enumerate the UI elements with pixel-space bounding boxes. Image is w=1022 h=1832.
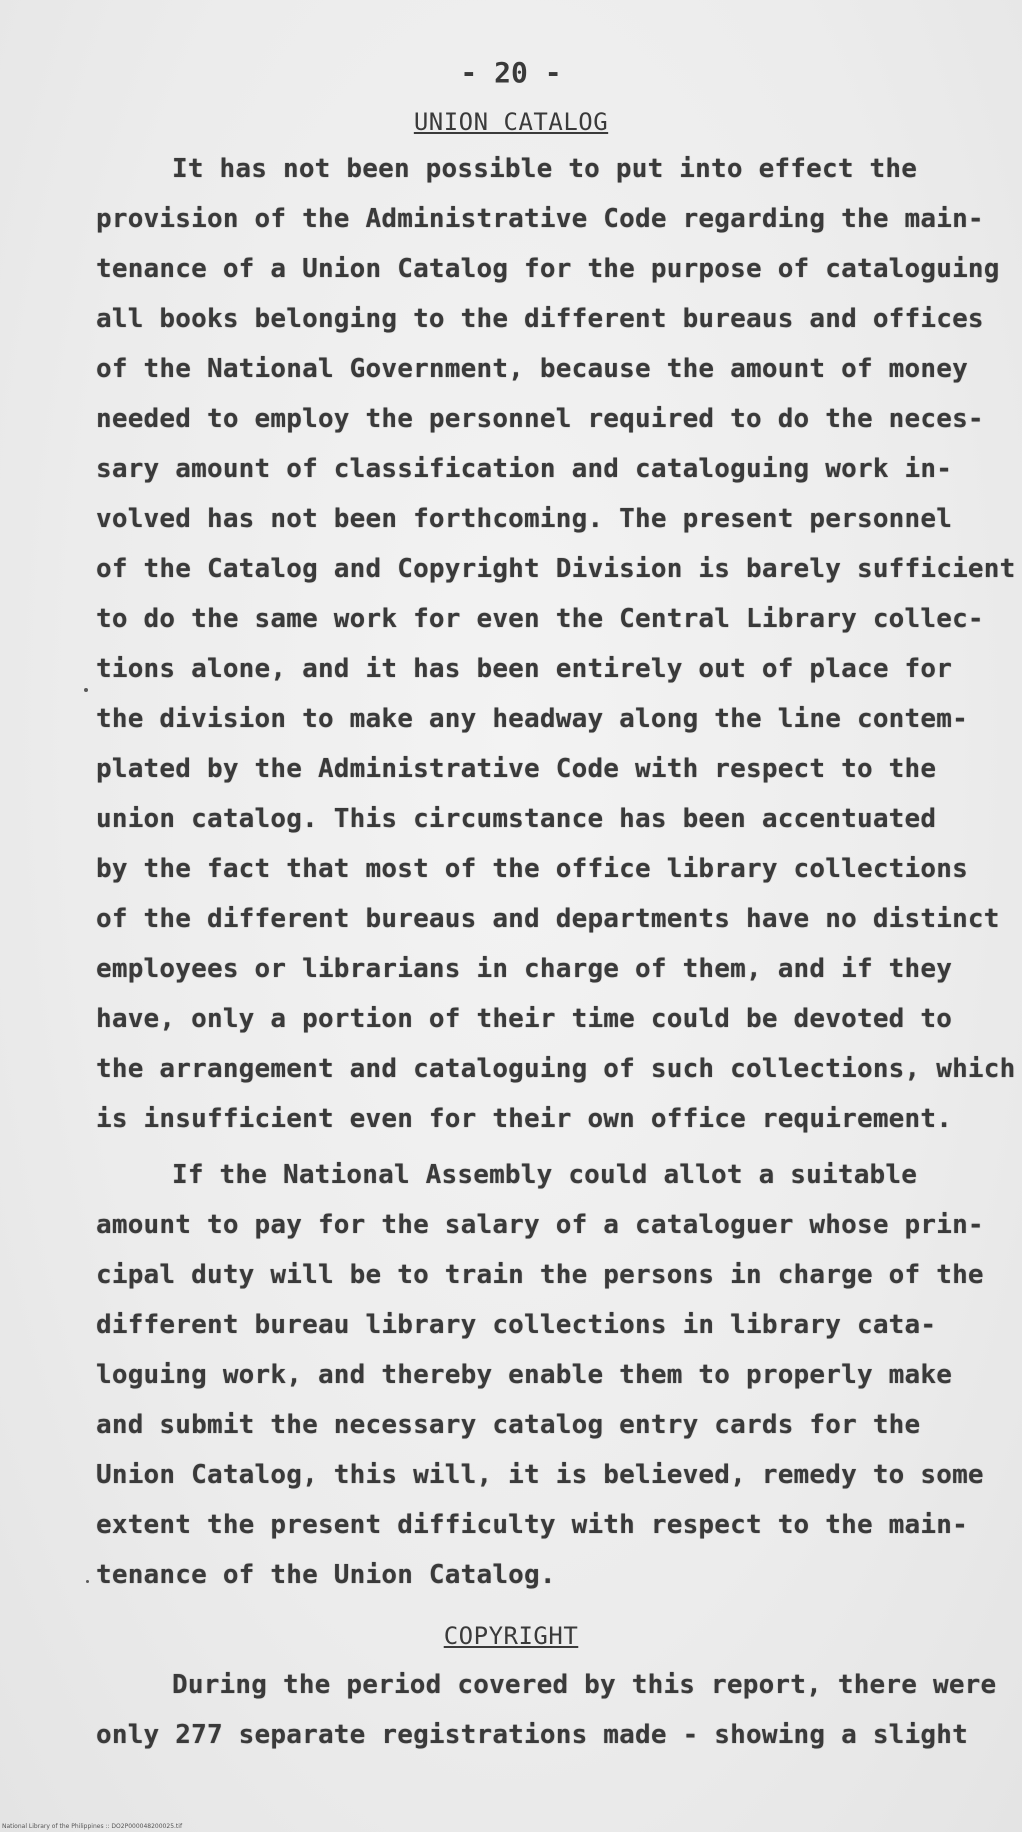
text-line: of the different bureaus and departments have no distinct (96, 904, 1000, 934)
text-line: of the National Government, because the amount of money (96, 354, 968, 384)
text-line: extent the present difficulty with respect to the main- (96, 1510, 968, 1540)
text-line: all books belonging to the different bureaus and offices (96, 304, 984, 334)
text-line: the division to make any headway along the line contem- (96, 704, 968, 734)
text-line: If the National Assembly could allot a suitable (172, 1160, 918, 1190)
text-line: tenance of a Union Catalog for the purpose of cataloguing (96, 254, 1000, 284)
text-line: union catalog. This circumstance has been accentuated (96, 804, 937, 834)
text-line: It has not been possible to put into effect the (172, 154, 918, 184)
text-line: the arrangement and cataloguing of such collections, which (96, 1054, 1016, 1084)
section-heading-copyright: COPYRIGHT (443, 1622, 579, 1650)
section-heading-union-catalog: UNION CATALOG (413, 108, 609, 136)
page-number: - 20 - (460, 56, 562, 89)
text-line: tenance of the Union Catalog. (96, 1560, 556, 1590)
text-line: Union Catalog, this will, it is believed, remedy to some (96, 1460, 984, 1490)
text-line: employees or librarians in charge of them, and if they (96, 954, 953, 984)
text-line: to do the same work for even the Central Library collec- (96, 604, 984, 634)
text-line: only 277 separate registrations made - showing a slight (96, 1720, 968, 1750)
text-line: and submit the necessary catalog entry cards for the (96, 1410, 921, 1440)
text-line: have, only a portion of their time could be devoted to (96, 1004, 953, 1034)
scan-speck (86, 1580, 89, 1583)
scan-speck (84, 688, 88, 692)
text-line: of the Catalog and Copyright Division is barely sufficient (96, 554, 1016, 584)
text-line: by the fact that most of the office library collections (96, 854, 968, 884)
text-line: different bureau library collections in library cata- (96, 1310, 937, 1340)
text-line: loguing work, and thereby enable them to properly make (96, 1360, 953, 1390)
text-line: plated by the Administrative Code with respect to the (96, 754, 937, 784)
text-line: tions alone, and it has been entirely out of place for (96, 654, 953, 684)
text-line: volved has not been forthcoming. The present personnel (96, 504, 953, 534)
text-line: needed to employ the personnel required to do the neces- (96, 404, 984, 434)
footer-credit: National Library of the Philippines :: DO2P000048200025.tif (2, 1823, 183, 1830)
text-line: provision of the Administrative Code regarding the main- (96, 204, 984, 234)
text-line: During the period covered by this report, there were (172, 1670, 997, 1700)
text-line: is insufficient even for their own office requirement. (96, 1104, 953, 1134)
text-line: cipal duty will be to train the persons in charge of the (96, 1260, 984, 1290)
text-line: amount to pay for the salary of a cataloguer whose prin- (96, 1210, 984, 1240)
text-line: sary amount of classification and cataloguing work in- (96, 454, 953, 484)
